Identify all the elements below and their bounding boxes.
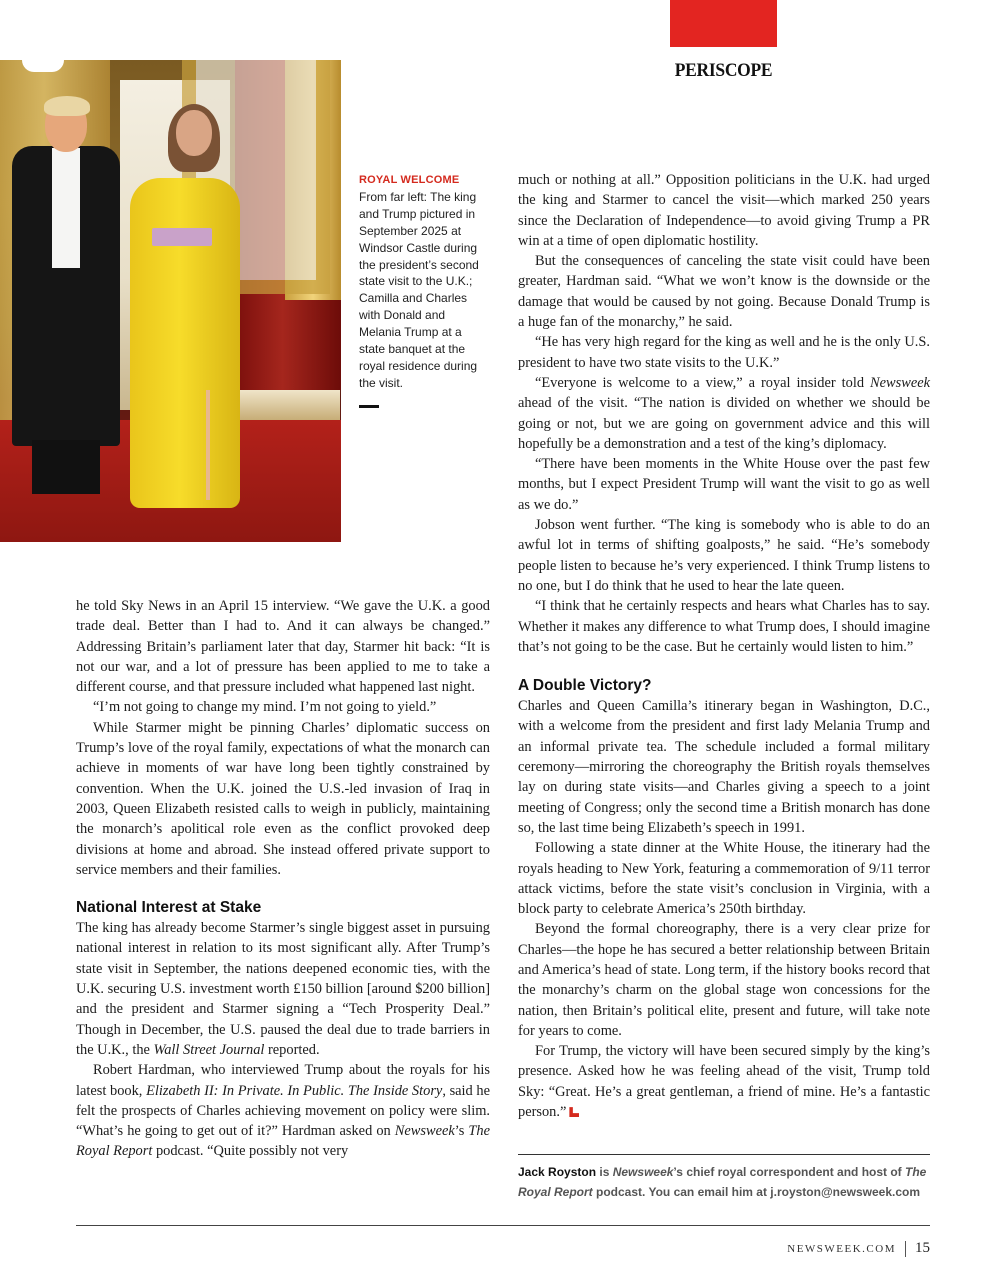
page-number: 15 (915, 1240, 930, 1256)
caption-dash (359, 405, 379, 408)
article-photo (0, 60, 341, 542)
end-mark-icon (569, 1107, 579, 1117)
footer-separator (905, 1241, 906, 1257)
paragraph: “I think that he certainly respects and hears what Charles has to say. Whether it makes any difference to what Trump does, I should imagine that’s not going to be the case. But he certainly would listen to him.” (518, 598, 930, 655)
subheading: National Interest at Stake (76, 899, 262, 917)
paragraph: Robert Hardman, who interviewed Trump about the royals for his latest book, Elizabeth II: In Private. In Public. The Inside Story, said he felt the prospects of Charles achieving movement on policy were slim. “What’s he going to get out of it?” Hardman asked on Newsweek’s The Royal Report podcast. “Quite possibly not very (76, 1062, 490, 1160)
photo-caption (359, 172, 487, 392)
paragraph: For Trump, the victory will have been secured simply by the king’s presence. Asked how he was feeling ahead of the visit, Trump told Sky: “Great. He’s a great gentleman, a friend of mine. He’s a fantastic person.” (518, 1043, 930, 1121)
paragraph: But the consequences of canceling the state visit could have been greater, Hardman said. “What we won’t know is the downside or the damage that would be caused by not going. Because Donald Trump is a huge fan of the monarchy,” he said. (518, 253, 930, 331)
bio-divider (518, 1154, 930, 1155)
footer-divider (76, 1225, 930, 1226)
paragraph: Jobson went further. “The king is somebody who is able to do an awful lot in terms of shifting goalposts,” he said. “He’s somebody people listen to because he’s very experienced. I think Trump listens to no one, but I do think that he used to hear the late queen. (518, 517, 930, 594)
paragraph: he told Sky News in an April 15 interview. “We gave the U.K. a good trade deal. Better than I had to. And it can always be changed.” Addressing Britain’s parliament later that day, Starmer hit back: “It is not our war, and a lot of pressure has been applied to me to take a different course, and that pressure included what happened last night. (76, 598, 490, 696)
paragraph: Charles and Queen Camilla’s itinerary began in Washington, D.C., with a welcome from the president and first lady Melania Trump and an informal private tea. The schedule included a formal military ceremony—mirroring the choreography the British royals themselves lay on during state visits—and Charles giving a speech to a joint meeting of Congress; only the second time a British monarch has done so, the last time being Elizabeth’s speech in 1991. (518, 698, 930, 836)
paragraph: “Everyone is welcome to a view,” a royal insider told Newsweek ahead of the visit. “The nation is divided on whether we should be going or not, but we are going on government advice and this will hopefully be a demonstration and a test of the king’s diplomacy. (518, 374, 930, 452)
section-color-tab (670, 0, 777, 47)
left-column (76, 596, 490, 1162)
paragraph: “I’m not going to change my mind. I’m not going to yield.” (93, 699, 437, 716)
page-footer (787, 1240, 930, 1257)
paragraph: “He has very high regard for the king as well and he is the only U.S. president to have two state visits to the U.K.” (518, 334, 930, 371)
paragraph: Following a state dinner at the White House, the itinerary had the royals heading to New York, featuring a commemoration of 9/11 terror attack victims, before the state visit’s conclusion in Virginia, with a block party to celebrate America’s 250th birthday. (518, 840, 930, 918)
author-bio: Jack Royston is Newsweek’s chief royal correspondent and host of The Royal Report podcast. You can email him at j.royston@newsweek.com (518, 1165, 927, 1199)
subheading: A Double Victory? (518, 677, 652, 695)
paragraph: “There have been moments in the White House over the past few months, but I expect President Trump will want the visit to go as well as we do.” (518, 456, 930, 513)
paragraph: The king has already become Starmer’s single biggest asset in pursuing national interest in relation to its most significant ally. After Trump’s state visit in September, the nations deepened economic ties, with the U.K. securing U.S. investment worth £150 billion [around $200 billion] and the president and Starmer signing a “Tech Prosperity Deal.” Though in December, the U.S. paused the deal due to trade barriers in the U.K., the Wall Street Journal reported. (76, 920, 490, 1058)
footer-site: NEWSWEEK.COM (787, 1242, 896, 1255)
caption-text: From far left: The king and Trump pictured in September 2025 at Windsor Castle during the president’s second state visit to the U.K.; Camilla and Charles with Donald and Melania Trump at a state banquet at the royal residence during the visit. (359, 189, 479, 390)
section-label: PERISCOPE (674, 60, 773, 81)
right-column (518, 170, 930, 1122)
paragraph: much or nothing at all.” Opposition politicians in the U.K. had urged the king and Starmer to cancel the visit—which marked 250 years since the Declaration of Independence—to avoid giving Trump a PR win at a time of open diplomatic hostility. (518, 172, 930, 249)
paragraph: Beyond the formal choreography, there is a very clear prize for Charles—the hope he has secured a better relationship between Britain and America’s head of state. Long term, if the history books record that the monarchy’s charm on the global stage won concessions for the nation, then Britain’s political elite, present and future, will take note for years to come. (518, 921, 930, 1039)
caption-heading: ROYAL WELCOME (359, 174, 460, 186)
paragraph: While Starmer might be pinning Charles’ diplomatic success on Trump’s love of the royal family, expectations of what the monarch can achieve in moments of war have long been tightly constrained by convention. When the U.K. joined the U.S.-led invasion of Iraq in 2003, Queen Elizabeth resisted calls to weigh in publicly, maintaining the monarch’s apolitical role even as the conflict provoked deep divisions at home and abroad. She instead offered private support to service members and their families. (76, 719, 490, 878)
author-name: Jack Royston (518, 1165, 597, 1179)
